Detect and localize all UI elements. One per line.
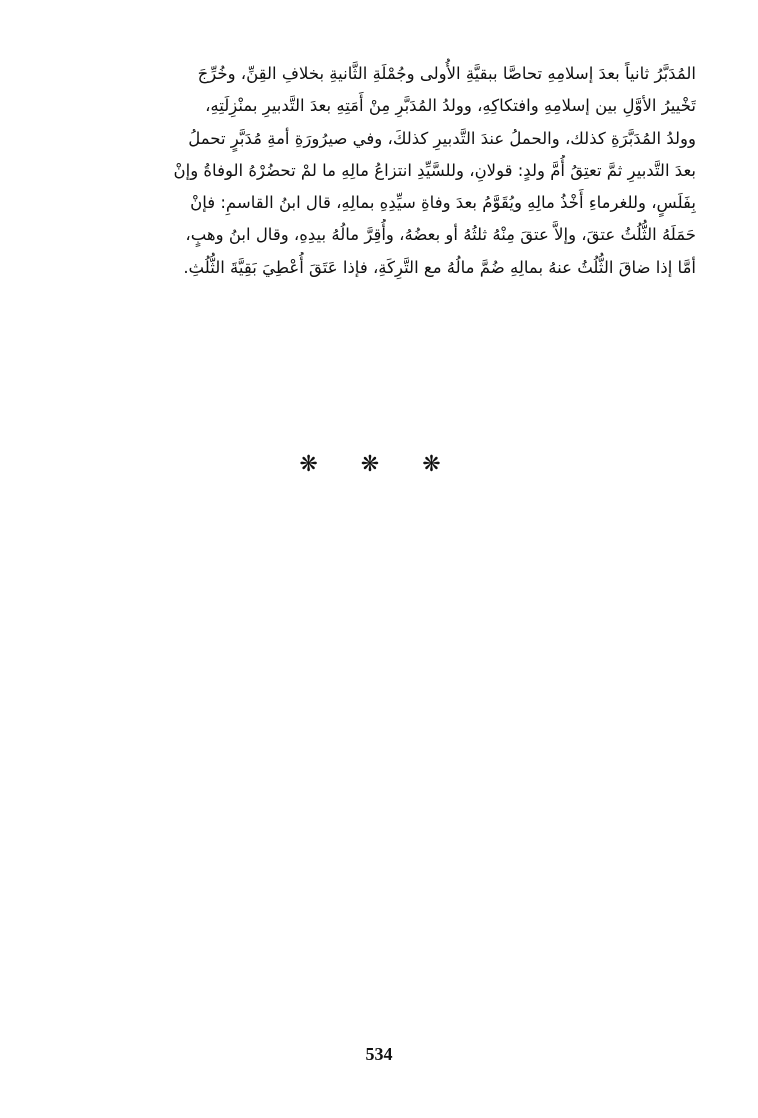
text-line: أمَّا إذا ضاقَ الثُّلُثُ عنهُ بمالِهِ ضُمَّ مالُهُ مع التَّرِكَةِ، فإذا عَتَقَ أُعْطِيَ بَقِيَّةَ الثُّلُثِ. — [183, 257, 696, 277]
text-line: تَخْييرُ الأوَّلِ بين إسلامِهِ وافتكاكِهِ، وولدُ المُدَبَّرِ مِنْ أَمَتِهِ بعدَ التَّدبيرِ بمنْزِلَتِهِ، — [205, 96, 696, 116]
body-text — [110, 58, 696, 284]
section-separator: ❋ ❋ ❋ — [299, 452, 459, 477]
text-line: وولدُ المُدَبَّرَةِ كذلك، والحملُ عندَ التَّدبيرِ كذلكَ، وفي صيرُورَةِ أمةِ مُدَبَّرٍ تحملُ — [188, 128, 696, 148]
text-line: حَمَلَهُ الثُّلُثُ عتقَ، وإلاَّ عتقَ مِنْهُ ثلثُهُ أو بعضُهُ، وأُقِرَّ مالُهُ بيدِهِ، وقال ابنُ وهبٍ، — [185, 225, 696, 245]
text-line: المُدَبَّرُ ثانياً بعدَ إسلامِهِ تحاصَّا ببقيَّةِ الأُولى وجُمْلَةِ الثَّانيةِ بخلافِ القِنِّ، وخُرِّجَ — [197, 64, 696, 83]
text-line: بعدَ التَّدبيرِ ثمَّ تعتِقُ أُمَّ ولدٍ: قولانِ، وللسَّيِّدِ انتزاعُ مالِهِ ما لمْ تحضُرْهُ الوفاةُ وإنْ — [173, 160, 696, 180]
text-line: بِفَلَسٍ، وللغرماءِ أَخْذُ مالِهِ ويُقَوَّمُ بعدَ وفاةِ سيِّدِهِ بمالِهِ، قال ابنُ القاسمِ: فإنْ — [190, 193, 696, 213]
page-number: 534 — [365, 1044, 393, 1064]
